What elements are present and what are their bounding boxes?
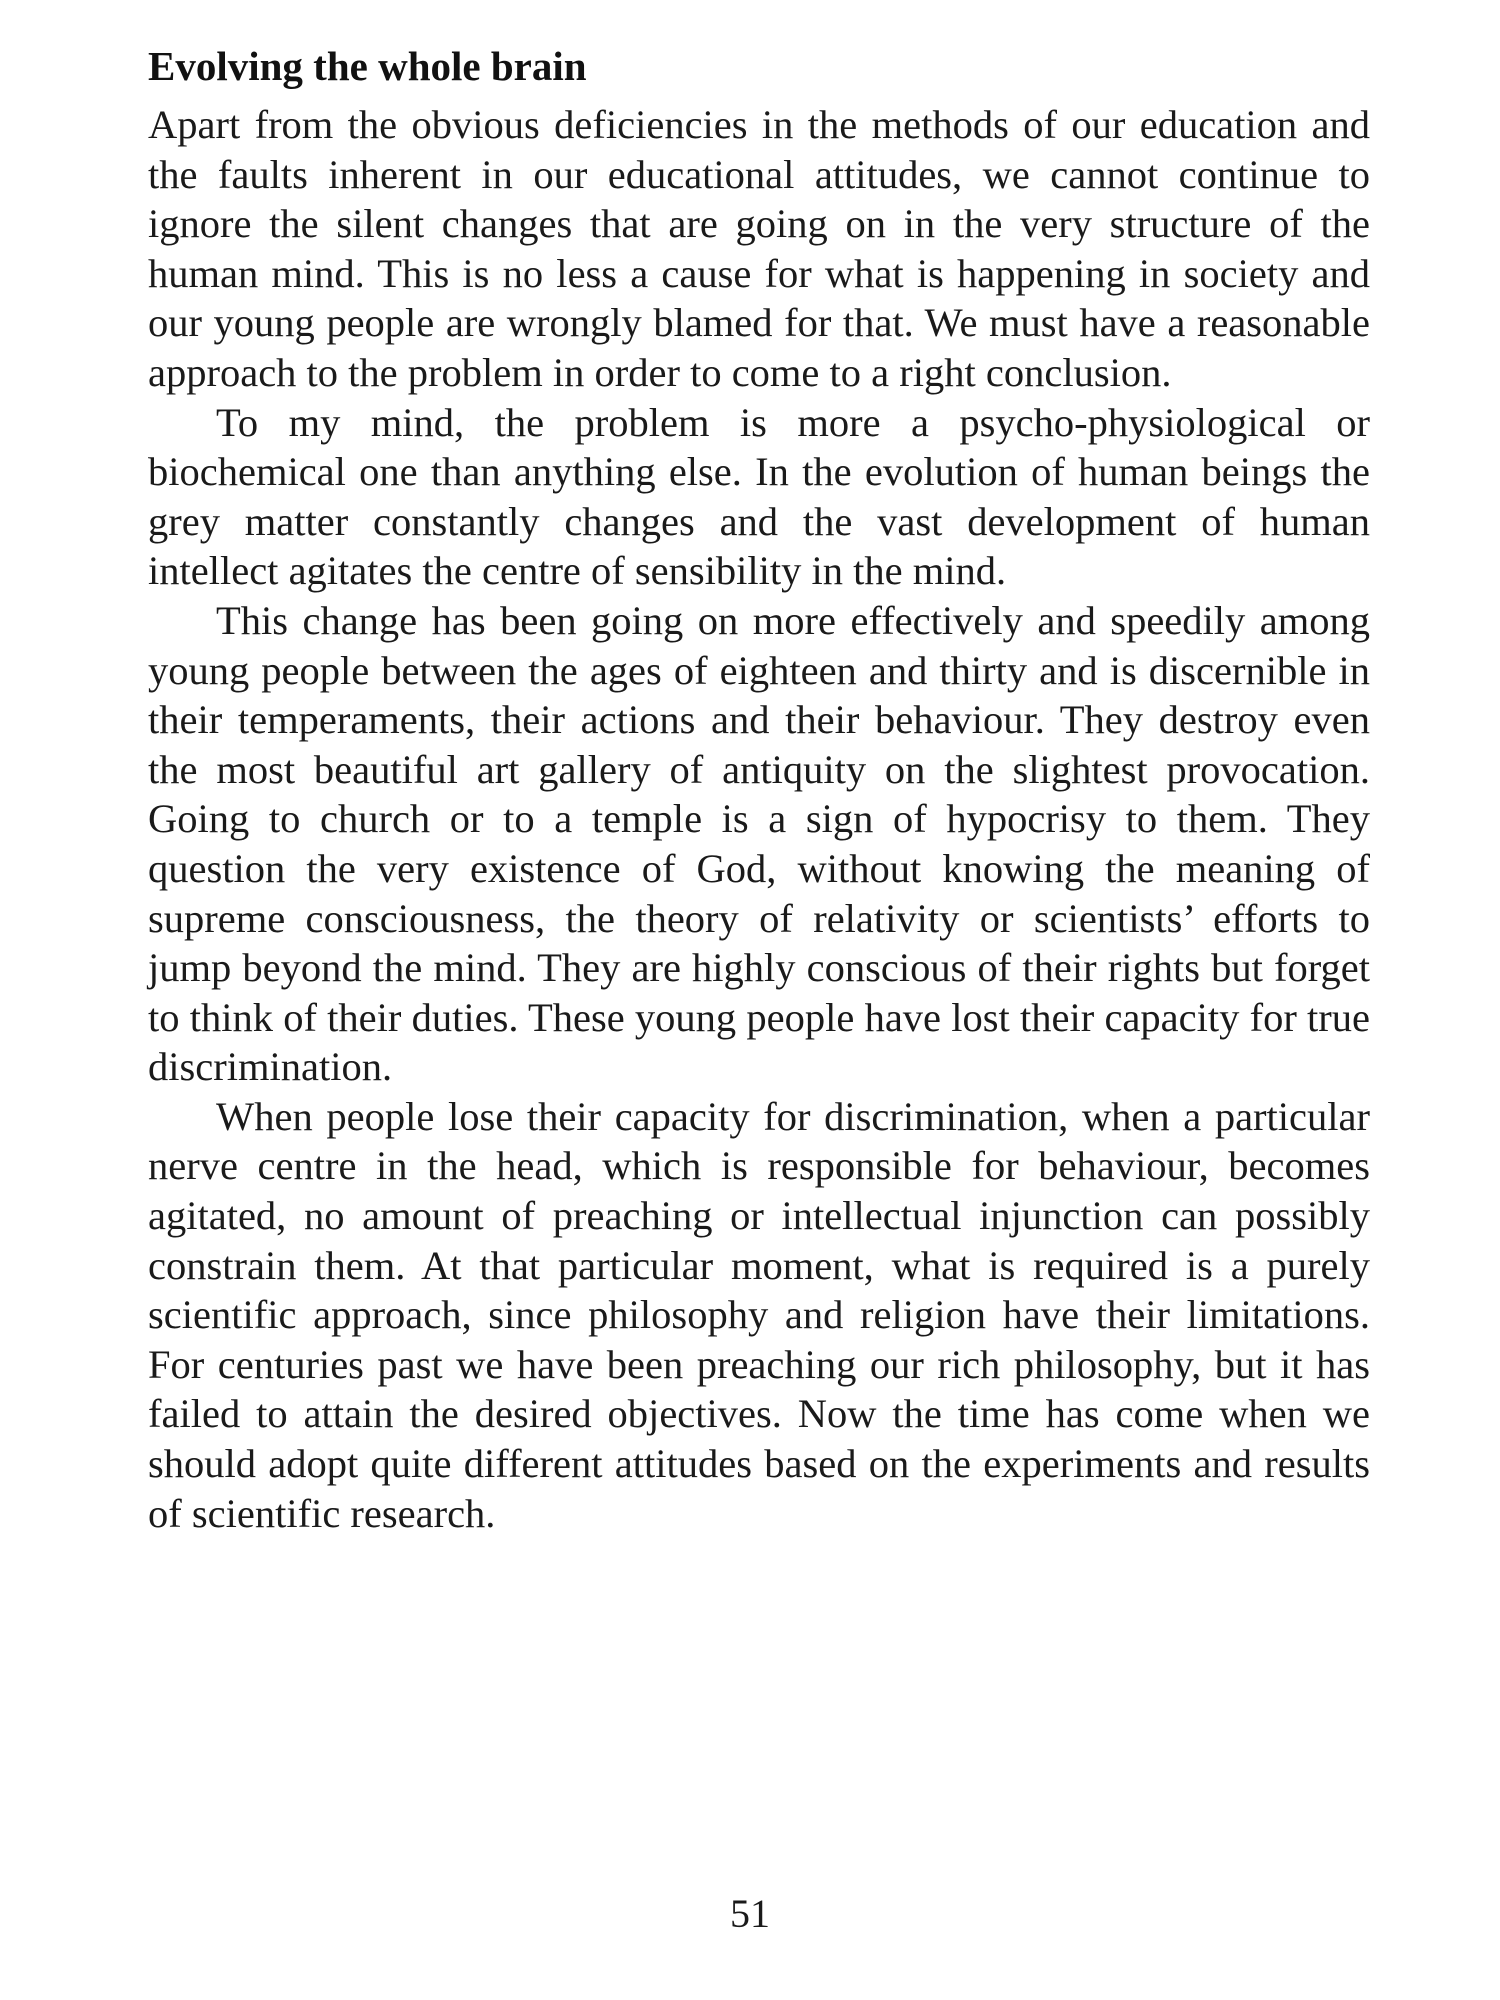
page-body xyxy=(148,40,1370,1538)
paragraph-3: This change has been going on more effectively and speedily among young people between the ages of eighteen and thirty and is discernible in their temperaments, their actions and their behaviour. They destroy even the most beautiful art gallery of antiquity on the slightest provocation. Going to church or to a temple is a sign of hypocrisy to them. They question the very existence of God, without knowing the meaning of supreme consciousness, the theory of relativity or scientists’ efforts to jump beyond the mind. They are highly conscious of their rights but forget to think of their duties. These young people have lost their capacity for true discrimination. xyxy=(148,597,1370,1090)
page-number: 51 xyxy=(730,1891,770,1936)
section-heading: Evolving the whole brain xyxy=(148,43,587,89)
paragraph-1: Apart from the obvious deficiencies in the methods of our education and the faults inherent in our educational attitudes, we cannot continue to ignore the silent changes that are going on in the very structure of the human mind. This is no less a cause for what is happening in society and our young people are wrongly blamed for that. We must have a reasonable approach to the problem in order to come to a right conclusion. xyxy=(148,102,1370,395)
paragraph-2: To my mind, the problem is more a psycho-physiological or biochemical one than anything else. In the evolution of human beings the grey matter constantly changes and the vast development of human intellect agitates the centre of sensibility in the mind. xyxy=(148,399,1370,594)
paragraph-4: When people lose their capacity for discrimination, when a particular nerve centre in the head, which is responsible for behaviour, becomes agitated, no amount of preaching or intellectual injunction can possibly constrain them. At that particular moment, what is required is a purely scientific approach, since philosophy and religion have their limitations. For centuries past we have been preaching our rich philosophy, but it has failed to attain the desired objectives. Now the time has come when we should adopt quite different attitudes based on the experiments and results of scientific research. xyxy=(148,1093,1370,1536)
